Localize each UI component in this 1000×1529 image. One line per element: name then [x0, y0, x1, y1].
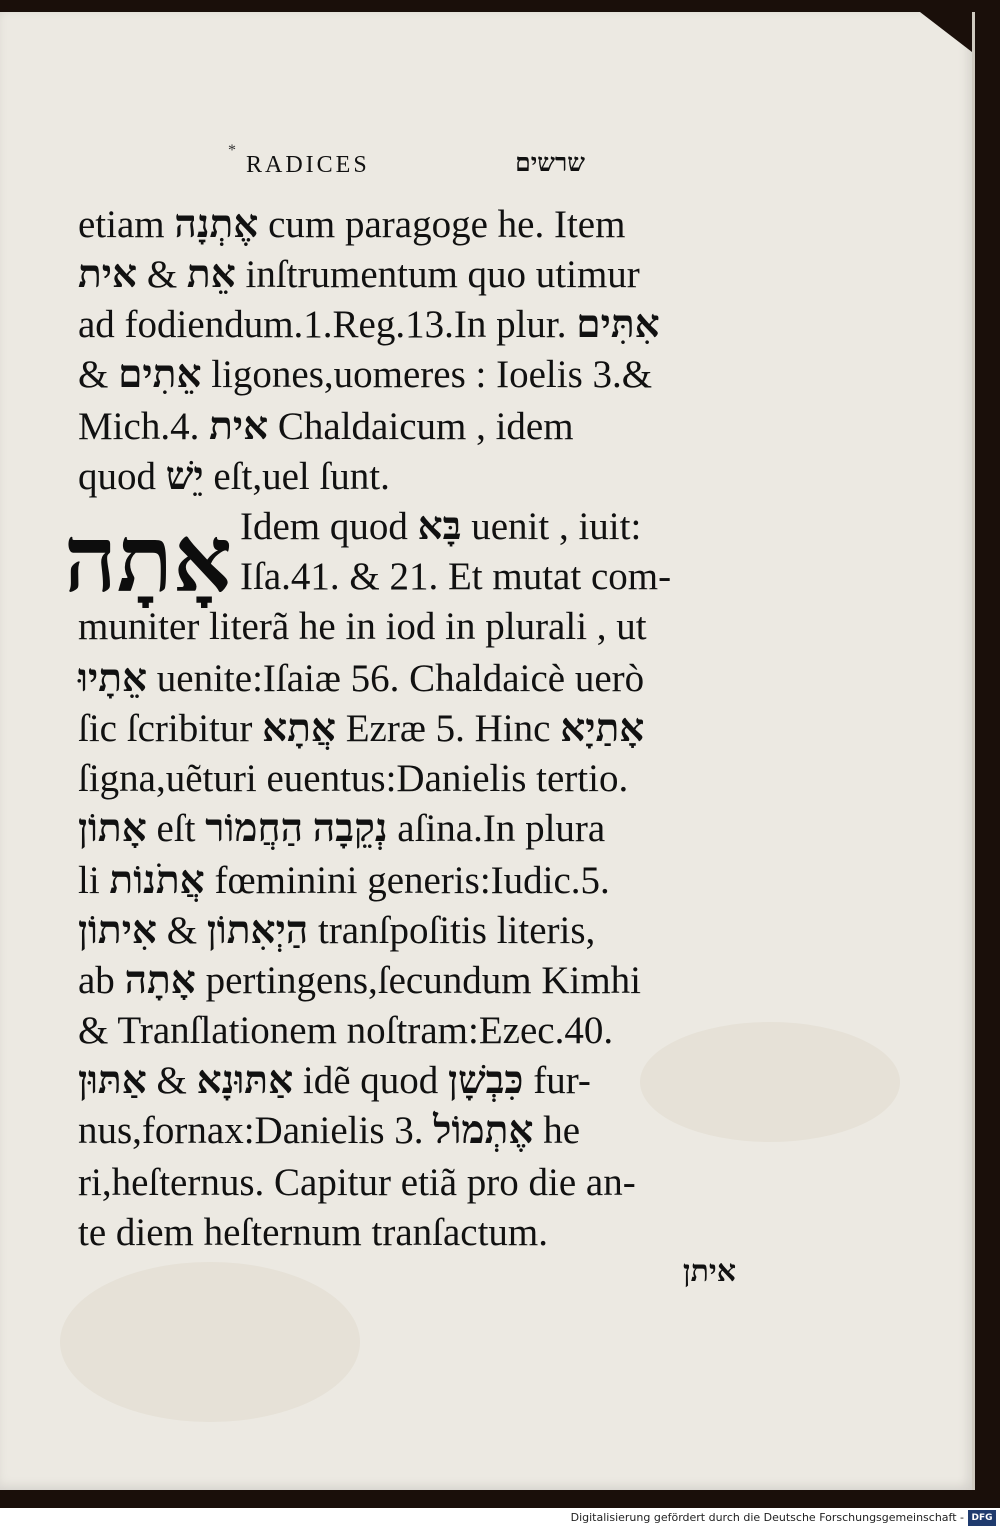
hebrew-word: הַיְאִתוֹן	[206, 909, 309, 952]
latin-text: pertingens,ſecundum Kimhi	[195, 959, 641, 1002]
hebrew-word: נְקֵבָה הַחֲמוֹר	[205, 807, 388, 850]
latin-text: aſina.In plura	[387, 807, 606, 850]
latin-text: inſtrumentum quo utimur	[235, 253, 640, 296]
hebrew-word: כִּבְשָׁן	[448, 1059, 524, 1102]
hebrew-word: אית	[78, 253, 138, 296]
latin-text: ad fodiendum.1.Reg.13.In plur.	[78, 303, 577, 346]
latin-text: Iſa.41. & 21. Et mutat com-	[240, 555, 672, 598]
latin-text: tranſpoſitis literis,	[308, 909, 596, 952]
text-line	[78, 1056, 738, 1106]
text-line	[240, 552, 738, 602]
hebrew-word: אִיתוֹן	[78, 909, 157, 952]
latin-text: muniter literã he in iod in plurali , ut	[78, 605, 647, 648]
hebrew-word: בָּא	[417, 505, 462, 548]
latin-text: Mich.4.	[78, 405, 210, 448]
text-line	[78, 654, 738, 704]
latin-text: cum paragoge he. Item	[258, 203, 626, 246]
latin-text: eſt,uel ſunt.	[203, 455, 390, 498]
hebrew-word: אֲתָא	[262, 707, 336, 750]
text-line	[78, 1158, 738, 1208]
latin-text: &	[78, 353, 119, 396]
footer-strip	[0, 1508, 1000, 1529]
latin-text: fœminini generis:Iudic.5.	[204, 859, 610, 902]
hebrew-word: אֶתְמוֹל	[433, 1109, 534, 1152]
text-line	[78, 402, 738, 452]
latin-text: ligones,uomeres : Ioelis 3.&	[201, 353, 653, 396]
latin-text: & Tranſlationem noſtram:Ezec.40.	[78, 1009, 614, 1052]
ornament-mark: *	[228, 142, 239, 159]
text-line	[78, 906, 738, 956]
latin-text: nus,fornax:Danielis 3.	[78, 1109, 434, 1152]
text-line	[78, 602, 738, 652]
hebrew-word: אִתִּים	[576, 303, 660, 346]
hebrew-word: אֵת	[186, 253, 236, 296]
latin-text: ri,heſternus. Capitur etiã pro die an-	[78, 1161, 636, 1204]
text-line	[78, 956, 738, 1006]
text-line	[240, 502, 738, 552]
latin-text: ab	[78, 959, 125, 1002]
catchword: איתן	[682, 1255, 736, 1288]
latin-text: ſic ſcribitur	[78, 707, 263, 750]
hebrew-word: אָתוֹן	[78, 807, 147, 850]
latin-text: eſt	[146, 807, 206, 850]
text-line	[78, 200, 738, 250]
running-head	[228, 142, 585, 188]
funding-credit: Digitalisierung gefördert durch die Deutsche Forschungsgemeinschaft -	[570, 1511, 964, 1524]
latin-text: &	[146, 1059, 197, 1102]
hebrew-word: אֵתִים	[118, 353, 202, 396]
paper-stain	[60, 1262, 360, 1422]
text-line	[78, 1208, 738, 1258]
hebrew-word: יֵשׁ	[165, 455, 204, 498]
latin-text: quod	[78, 455, 166, 498]
latin-text: &	[156, 909, 207, 952]
text-line	[78, 452, 738, 502]
text-line	[78, 856, 738, 906]
text-line	[78, 250, 738, 300]
latin-text: Ezræ 5. Hinc	[335, 707, 561, 750]
hebrew-word: אַתּוּנָא	[196, 1059, 294, 1102]
text-line	[78, 704, 738, 754]
hebrew-word: אֶתְנָה	[174, 203, 259, 246]
text-line	[78, 1006, 738, 1056]
latin-text: idẽ quod	[293, 1059, 449, 1102]
running-head-hebrew: שרשים	[515, 150, 585, 177]
running-head-title: RADICES	[246, 152, 370, 178]
latin-text: li	[78, 859, 110, 902]
latin-text: ſigna,uẽturi euentus:Danielis tertio.	[78, 757, 629, 800]
text-line	[78, 1106, 738, 1156]
entry-headword: אָתָה	[63, 509, 232, 611]
latin-text: he	[533, 1109, 580, 1152]
latin-text: uenit , iuit:	[461, 505, 642, 548]
hebrew-word: אית	[209, 405, 269, 448]
latin-text: te diem heſternum tranſactum.	[78, 1211, 548, 1254]
hebrew-word: אֲתֹנוֹת	[109, 859, 205, 902]
latin-text: etiam	[78, 203, 175, 246]
hebrew-word: אֵתָיוּ	[78, 657, 148, 700]
torn-corner	[920, 12, 972, 52]
latin-text: uenite:Iſaiæ 56. Chaldaicè uerò	[147, 657, 645, 700]
text-line	[78, 300, 738, 350]
latin-text: fur-	[523, 1059, 591, 1102]
latin-text: Idem quod	[240, 505, 418, 548]
hebrew-word: אָתַיָא	[560, 707, 645, 750]
text-line	[78, 350, 738, 400]
latin-text: Chaldaicum , idem	[268, 405, 574, 448]
text-line	[78, 804, 738, 854]
text-line	[78, 754, 738, 804]
hebrew-word: אָתָה	[124, 959, 196, 1002]
dfg-logo: DFG	[968, 1510, 996, 1526]
latin-text: &	[137, 253, 187, 296]
hebrew-word: אַתּוּן	[78, 1059, 147, 1102]
